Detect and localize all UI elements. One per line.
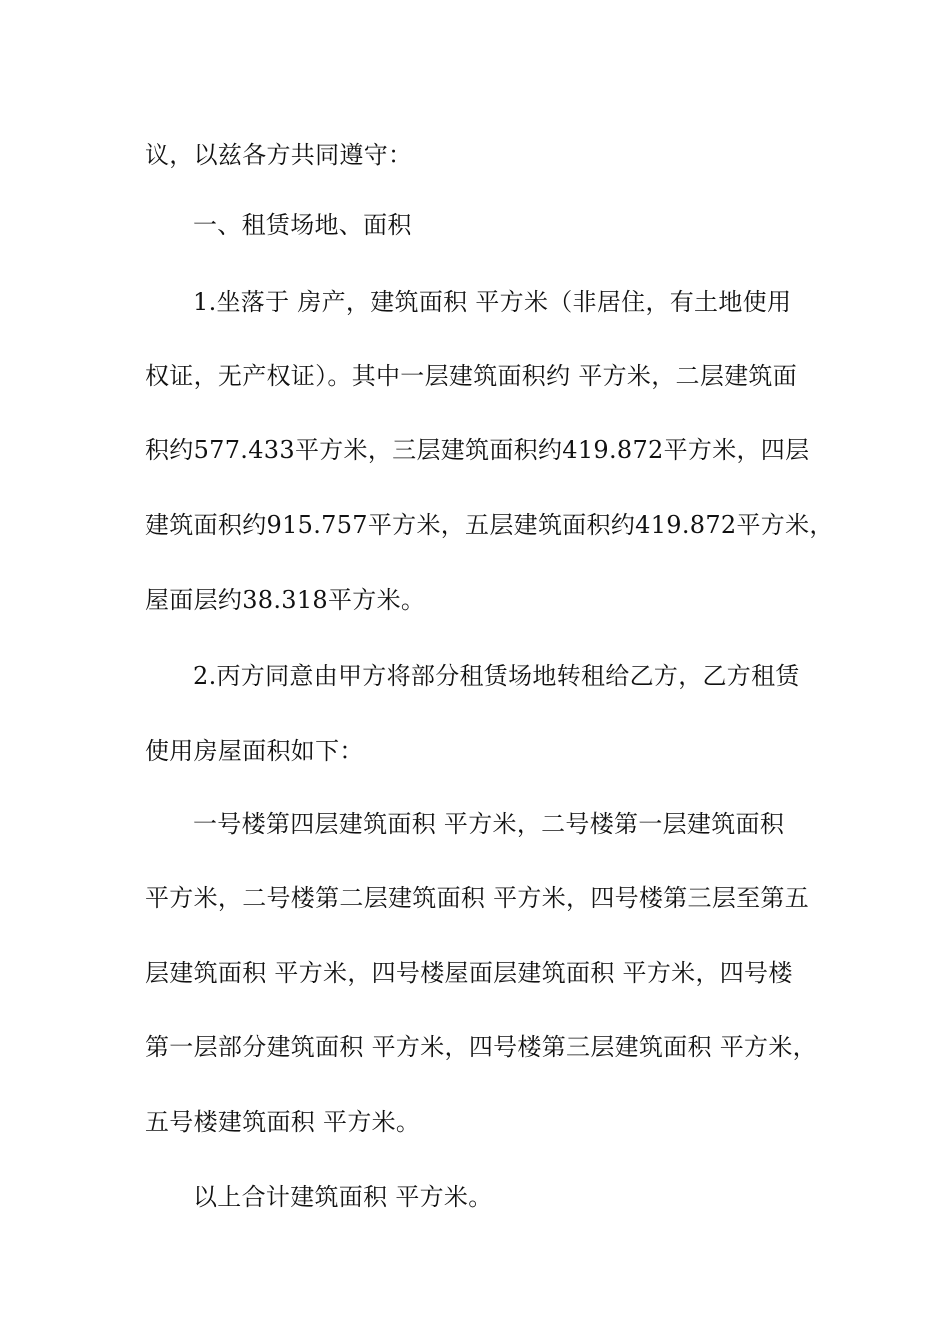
section-heading: 一、租赁场地、面积 — [193, 211, 412, 239]
text-line: 积约577.433平方米，三层建筑面积约419.872平方米，四层 — [145, 436, 810, 464]
text-line: 一号楼第四层建筑面积 平方米，二号楼第一层建筑面积 — [193, 810, 785, 838]
text-line: 五号楼建筑面积 平方米。 — [145, 1108, 421, 1136]
text-line: 层建筑面积 平方米，四号楼屋面层建筑面积 平方米，四号楼 — [145, 959, 793, 987]
text-line: 使用房屋面积如下： — [145, 737, 364, 765]
text-line: 权证，无产权证）。其中一层建筑面积约 平方米，二层建筑面 — [145, 362, 798, 390]
text-line: 以上合计建筑面积 平方米。 — [193, 1183, 493, 1211]
text-line: 建筑面积约915.757平方米，五层建筑面积约419.872平方米， — [145, 511, 834, 539]
text-line: 议，以兹各方共同遵守： — [145, 141, 413, 169]
text-line: 屋面层约38.318平方米。 — [145, 586, 426, 614]
text-line: 第一层部分建筑面积 平方米，四号楼第三层建筑面积 平方米， — [145, 1033, 817, 1061]
text-line: 2.丙方同意由甲方将部分租赁场地转租给乙方，乙方租赁 — [193, 662, 800, 690]
text-line: 平方米，二号楼第二层建筑面积 平方米，四号楼第三层至第五 — [145, 884, 810, 912]
text-line: 1.坐落于 房产，建筑面积 平方米（非居住，有土地使用 — [193, 288, 792, 316]
